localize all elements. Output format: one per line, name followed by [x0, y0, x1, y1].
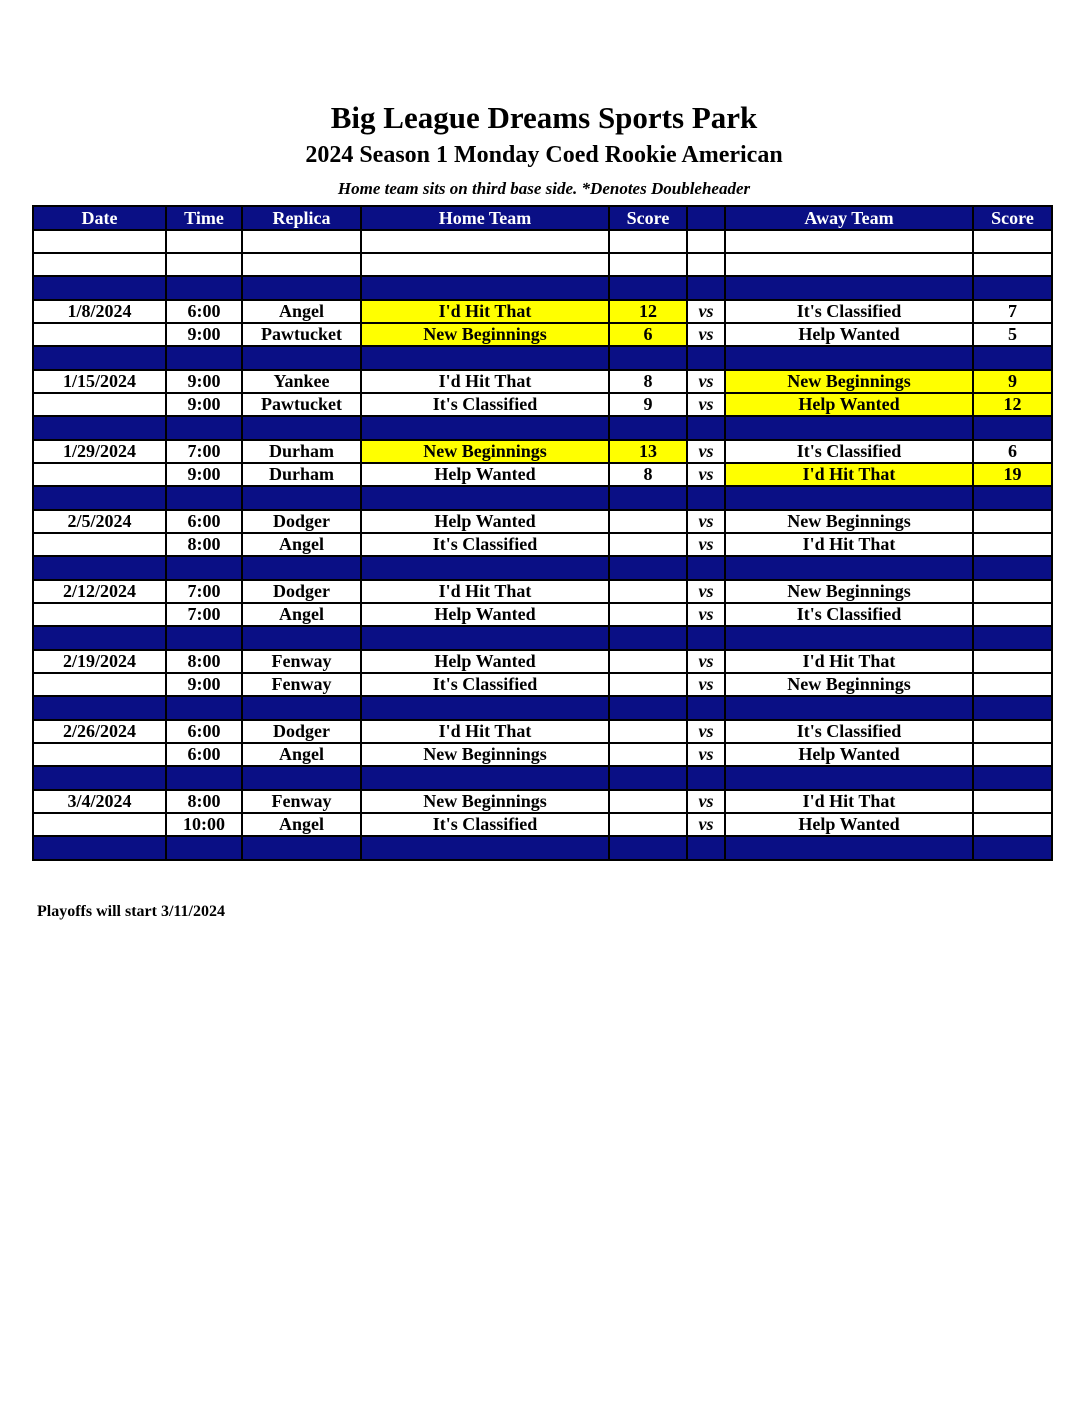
- game-row: [33, 323, 1052, 346]
- away-score-cell: [973, 836, 1052, 860]
- time-cell: 7:00: [166, 603, 242, 626]
- away-team-cell: [725, 556, 973, 580]
- vs-cell: [687, 486, 725, 510]
- replica-cell: [242, 253, 361, 276]
- away-score-cell: 19: [973, 463, 1052, 486]
- date-cell: [33, 486, 166, 510]
- vs-cell: vs: [687, 720, 725, 743]
- date-cell: [33, 416, 166, 440]
- header-vs: [687, 206, 725, 230]
- home-team-cell: New Beginnings: [361, 440, 609, 463]
- away-score-cell: [973, 603, 1052, 626]
- header-away-score: Score: [973, 206, 1052, 230]
- date-cell: 2/12/2024: [33, 580, 166, 603]
- away-score-cell: [973, 813, 1052, 836]
- separator-row: [33, 486, 1052, 510]
- replica-cell: Dodger: [242, 720, 361, 743]
- home-team-cell: It's Classified: [361, 393, 609, 416]
- date-cell: 2/26/2024: [33, 720, 166, 743]
- away-team-cell: It's Classified: [725, 603, 973, 626]
- home-team-cell: It's Classified: [361, 533, 609, 556]
- replica-cell: [242, 416, 361, 440]
- time-cell: 9:00: [166, 370, 242, 393]
- vs-cell: vs: [687, 370, 725, 393]
- date-cell: [33, 463, 166, 486]
- vs-cell: [687, 253, 725, 276]
- home-score-cell: [609, 696, 687, 720]
- time-cell: 10:00: [166, 813, 242, 836]
- away-team-cell: I'd Hit That: [725, 463, 973, 486]
- date-cell: [33, 323, 166, 346]
- away-team-cell: [725, 230, 973, 253]
- away-score-cell: [973, 720, 1052, 743]
- away-score-cell: [973, 556, 1052, 580]
- vs-cell: [687, 416, 725, 440]
- replica-cell: [242, 626, 361, 650]
- vs-cell: vs: [687, 580, 725, 603]
- home-team-cell: I'd Hit That: [361, 300, 609, 323]
- game-row: [33, 813, 1052, 836]
- vs-cell: [687, 696, 725, 720]
- schedule-note: Home team sits on third base side. *Denotes Doubleheader: [337, 179, 751, 198]
- replica-cell: Fenway: [242, 673, 361, 696]
- away-team-cell: [725, 416, 973, 440]
- vs-cell: [687, 230, 725, 253]
- away-team-cell: Help Wanted: [725, 743, 973, 766]
- separator-row: [33, 276, 1052, 300]
- date-cell: 3/4/2024: [33, 790, 166, 813]
- date-cell: [33, 603, 166, 626]
- game-row: [33, 533, 1052, 556]
- home-score-cell: [609, 533, 687, 556]
- away-score-cell: [973, 253, 1052, 276]
- home-score-cell: [609, 813, 687, 836]
- away-team-cell: New Beginnings: [725, 370, 973, 393]
- home-score-cell: [609, 790, 687, 813]
- replica-cell: [242, 346, 361, 370]
- vs-cell: [687, 276, 725, 300]
- vs-cell: vs: [687, 743, 725, 766]
- time-cell: [166, 556, 242, 580]
- time-cell: 8:00: [166, 533, 242, 556]
- away-score-cell: [973, 486, 1052, 510]
- date-cell: [33, 346, 166, 370]
- home-score-cell: [609, 486, 687, 510]
- game-row: [33, 580, 1052, 603]
- home-team-cell: [361, 230, 609, 253]
- time-cell: 9:00: [166, 323, 242, 346]
- replica-cell: Yankee: [242, 370, 361, 393]
- date-cell: [33, 766, 166, 790]
- home-score-cell: 13: [609, 440, 687, 463]
- home-team-cell: [361, 346, 609, 370]
- replica-cell: [242, 276, 361, 300]
- time-cell: 6:00: [166, 300, 242, 323]
- away-score-cell: [973, 673, 1052, 696]
- date-cell: [33, 556, 166, 580]
- home-score-cell: 8: [609, 463, 687, 486]
- away-team-cell: [725, 696, 973, 720]
- replica-cell: [242, 696, 361, 720]
- away-score-cell: [973, 650, 1052, 673]
- home-score-cell: [609, 720, 687, 743]
- away-score-cell: [973, 743, 1052, 766]
- replica-cell: Pawtucket: [242, 323, 361, 346]
- home-score-cell: [609, 673, 687, 696]
- home-team-cell: [361, 626, 609, 650]
- away-score-cell: 6: [973, 440, 1052, 463]
- separator-row: [33, 626, 1052, 650]
- replica-cell: Dodger: [242, 580, 361, 603]
- away-team-cell: [725, 486, 973, 510]
- vs-cell: vs: [687, 300, 725, 323]
- vs-cell: [687, 766, 725, 790]
- vs-cell: vs: [687, 790, 725, 813]
- separator-row: [33, 556, 1052, 580]
- away-score-cell: [973, 790, 1052, 813]
- time-cell: [166, 486, 242, 510]
- vs-cell: vs: [687, 440, 725, 463]
- away-team-cell: I'd Hit That: [725, 533, 973, 556]
- date-cell: [33, 673, 166, 696]
- game-row: [33, 440, 1052, 463]
- away-score-cell: [973, 580, 1052, 603]
- time-cell: [166, 230, 242, 253]
- home-score-cell: 8: [609, 370, 687, 393]
- home-team-cell: New Beginnings: [361, 323, 609, 346]
- blank-row: [33, 253, 1052, 276]
- home-score-cell: [609, 766, 687, 790]
- header-away-team: Away Team: [725, 206, 973, 230]
- home-team-cell: [361, 276, 609, 300]
- date-cell: 2/5/2024: [33, 510, 166, 533]
- time-cell: 7:00: [166, 580, 242, 603]
- separator-row: [33, 416, 1052, 440]
- header-row: [33, 206, 1052, 230]
- date-cell: [33, 836, 166, 860]
- home-score-cell: [609, 416, 687, 440]
- away-team-cell: I'd Hit That: [725, 790, 973, 813]
- replica-cell: Pawtucket: [242, 393, 361, 416]
- page-subtitle: 2024 Season 1 Monday Coed Rookie American: [305, 142, 783, 168]
- away-team-cell: [725, 626, 973, 650]
- time-cell: [166, 253, 242, 276]
- game-row: [33, 673, 1052, 696]
- date-cell: [33, 253, 166, 276]
- home-team-cell: [361, 556, 609, 580]
- time-cell: 8:00: [166, 790, 242, 813]
- home-team-cell: [361, 766, 609, 790]
- home-score-cell: 6: [609, 323, 687, 346]
- home-score-cell: [609, 276, 687, 300]
- page-title: Big League Dreams Sports Park: [330, 100, 758, 135]
- home-team-cell: [361, 486, 609, 510]
- game-row: [33, 650, 1052, 673]
- away-score-cell: [973, 416, 1052, 440]
- date-cell: 1/29/2024: [33, 440, 166, 463]
- home-score-cell: [609, 510, 687, 533]
- away-team-cell: [725, 836, 973, 860]
- separator-row: [33, 836, 1052, 860]
- away-team-cell: Help Wanted: [725, 393, 973, 416]
- away-team-cell: [725, 766, 973, 790]
- header-date: Date: [33, 206, 166, 230]
- time-cell: [166, 836, 242, 860]
- date-cell: 1/8/2024: [33, 300, 166, 323]
- away-team-cell: Help Wanted: [725, 323, 973, 346]
- playoffs-note: Playoffs will start 3/11/2024: [37, 903, 225, 920]
- home-score-cell: [609, 580, 687, 603]
- away-score-cell: [973, 276, 1052, 300]
- time-cell: 7:00: [166, 440, 242, 463]
- replica-cell: [242, 836, 361, 860]
- home-team-cell: Help Wanted: [361, 650, 609, 673]
- home-team-cell: I'd Hit That: [361, 720, 609, 743]
- home-score-cell: [609, 556, 687, 580]
- time-cell: [166, 766, 242, 790]
- header-replica: Replica: [242, 206, 361, 230]
- home-score-cell: [609, 626, 687, 650]
- date-cell: [33, 743, 166, 766]
- date-cell: [33, 276, 166, 300]
- replica-cell: Fenway: [242, 790, 361, 813]
- time-cell: [166, 416, 242, 440]
- home-score-cell: [609, 743, 687, 766]
- replica-cell: Fenway: [242, 650, 361, 673]
- home-score-cell: 9: [609, 393, 687, 416]
- away-score-cell: 12: [973, 393, 1052, 416]
- game-row: [33, 370, 1052, 393]
- game-row: [33, 790, 1052, 813]
- header-home-score: Score: [609, 206, 687, 230]
- home-team-cell: New Beginnings: [361, 790, 609, 813]
- away-score-cell: [973, 230, 1052, 253]
- away-team-cell: [725, 276, 973, 300]
- away-score-cell: [973, 533, 1052, 556]
- time-cell: [166, 276, 242, 300]
- home-score-cell: [609, 253, 687, 276]
- date-cell: [33, 696, 166, 720]
- time-cell: 6:00: [166, 720, 242, 743]
- vs-cell: [687, 626, 725, 650]
- vs-cell: vs: [687, 393, 725, 416]
- date-cell: [33, 393, 166, 416]
- home-team-cell: Help Wanted: [361, 510, 609, 533]
- time-cell: [166, 346, 242, 370]
- vs-cell: vs: [687, 323, 725, 346]
- replica-cell: Durham: [242, 463, 361, 486]
- vs-cell: vs: [687, 463, 725, 486]
- replica-cell: [242, 486, 361, 510]
- game-row: [33, 510, 1052, 533]
- game-row: [33, 463, 1052, 486]
- game-row: [33, 743, 1052, 766]
- away-score-cell: 5: [973, 323, 1052, 346]
- away-score-cell: 9: [973, 370, 1052, 393]
- away-team-cell: [725, 346, 973, 370]
- away-team-cell: New Beginnings: [725, 510, 973, 533]
- schedule-table: [32, 205, 1053, 861]
- time-cell: 6:00: [166, 510, 242, 533]
- home-score-cell: [609, 650, 687, 673]
- home-team-cell: [361, 836, 609, 860]
- date-cell: 2/19/2024: [33, 650, 166, 673]
- replica-cell: [242, 556, 361, 580]
- home-team-cell: I'd Hit That: [361, 370, 609, 393]
- vs-cell: vs: [687, 673, 725, 696]
- replica-cell: [242, 766, 361, 790]
- header-home-team: Home Team: [361, 206, 609, 230]
- home-team-cell: Help Wanted: [361, 463, 609, 486]
- date-cell: 1/15/2024: [33, 370, 166, 393]
- replica-cell: Angel: [242, 743, 361, 766]
- away-score-cell: [973, 766, 1052, 790]
- away-team-cell: I'd Hit That: [725, 650, 973, 673]
- game-row: [33, 603, 1052, 626]
- replica-cell: Dodger: [242, 510, 361, 533]
- vs-cell: vs: [687, 603, 725, 626]
- date-cell: [33, 230, 166, 253]
- time-cell: 6:00: [166, 743, 242, 766]
- away-team-cell: [725, 253, 973, 276]
- home-team-cell: It's Classified: [361, 673, 609, 696]
- date-cell: [33, 813, 166, 836]
- away-team-cell: Help Wanted: [725, 813, 973, 836]
- time-cell: 8:00: [166, 650, 242, 673]
- time-cell: 9:00: [166, 393, 242, 416]
- vs-cell: [687, 836, 725, 860]
- vs-cell: [687, 346, 725, 370]
- date-cell: [33, 533, 166, 556]
- replica-cell: Durham: [242, 440, 361, 463]
- home-score-cell: 12: [609, 300, 687, 323]
- home-score-cell: [609, 836, 687, 860]
- time-cell: 9:00: [166, 673, 242, 696]
- header-time: Time: [166, 206, 242, 230]
- blank-row: [33, 230, 1052, 253]
- vs-cell: vs: [687, 650, 725, 673]
- time-cell: 9:00: [166, 463, 242, 486]
- away-team-cell: New Beginnings: [725, 580, 973, 603]
- time-cell: [166, 626, 242, 650]
- game-row: [33, 720, 1052, 743]
- home-team-cell: I'd Hit That: [361, 580, 609, 603]
- replica-cell: Angel: [242, 813, 361, 836]
- separator-row: [33, 696, 1052, 720]
- vs-cell: vs: [687, 813, 725, 836]
- away-team-cell: It's Classified: [725, 440, 973, 463]
- vs-cell: vs: [687, 510, 725, 533]
- game-row: [33, 300, 1052, 323]
- away-score-cell: [973, 696, 1052, 720]
- replica-cell: Angel: [242, 300, 361, 323]
- home-team-cell: [361, 696, 609, 720]
- home-team-cell: [361, 416, 609, 440]
- vs-cell: vs: [687, 533, 725, 556]
- home-score-cell: [609, 603, 687, 626]
- away-score-cell: [973, 346, 1052, 370]
- home-team-cell: Help Wanted: [361, 603, 609, 626]
- home-score-cell: [609, 346, 687, 370]
- away-score-cell: [973, 510, 1052, 533]
- vs-cell: [687, 556, 725, 580]
- home-team-cell: [361, 253, 609, 276]
- away-team-cell: It's Classified: [725, 720, 973, 743]
- replica-cell: [242, 230, 361, 253]
- replica-cell: Angel: [242, 603, 361, 626]
- home-score-cell: [609, 230, 687, 253]
- schedule-body: [33, 230, 1052, 860]
- away-team-cell: New Beginnings: [725, 673, 973, 696]
- time-cell: [166, 696, 242, 720]
- away-team-cell: It's Classified: [725, 300, 973, 323]
- away-score-cell: [973, 626, 1052, 650]
- separator-row: [33, 346, 1052, 370]
- home-team-cell: It's Classified: [361, 813, 609, 836]
- game-row: [33, 393, 1052, 416]
- away-score-cell: 7: [973, 300, 1052, 323]
- replica-cell: Angel: [242, 533, 361, 556]
- home-team-cell: New Beginnings: [361, 743, 609, 766]
- separator-row: [33, 766, 1052, 790]
- date-cell: [33, 626, 166, 650]
